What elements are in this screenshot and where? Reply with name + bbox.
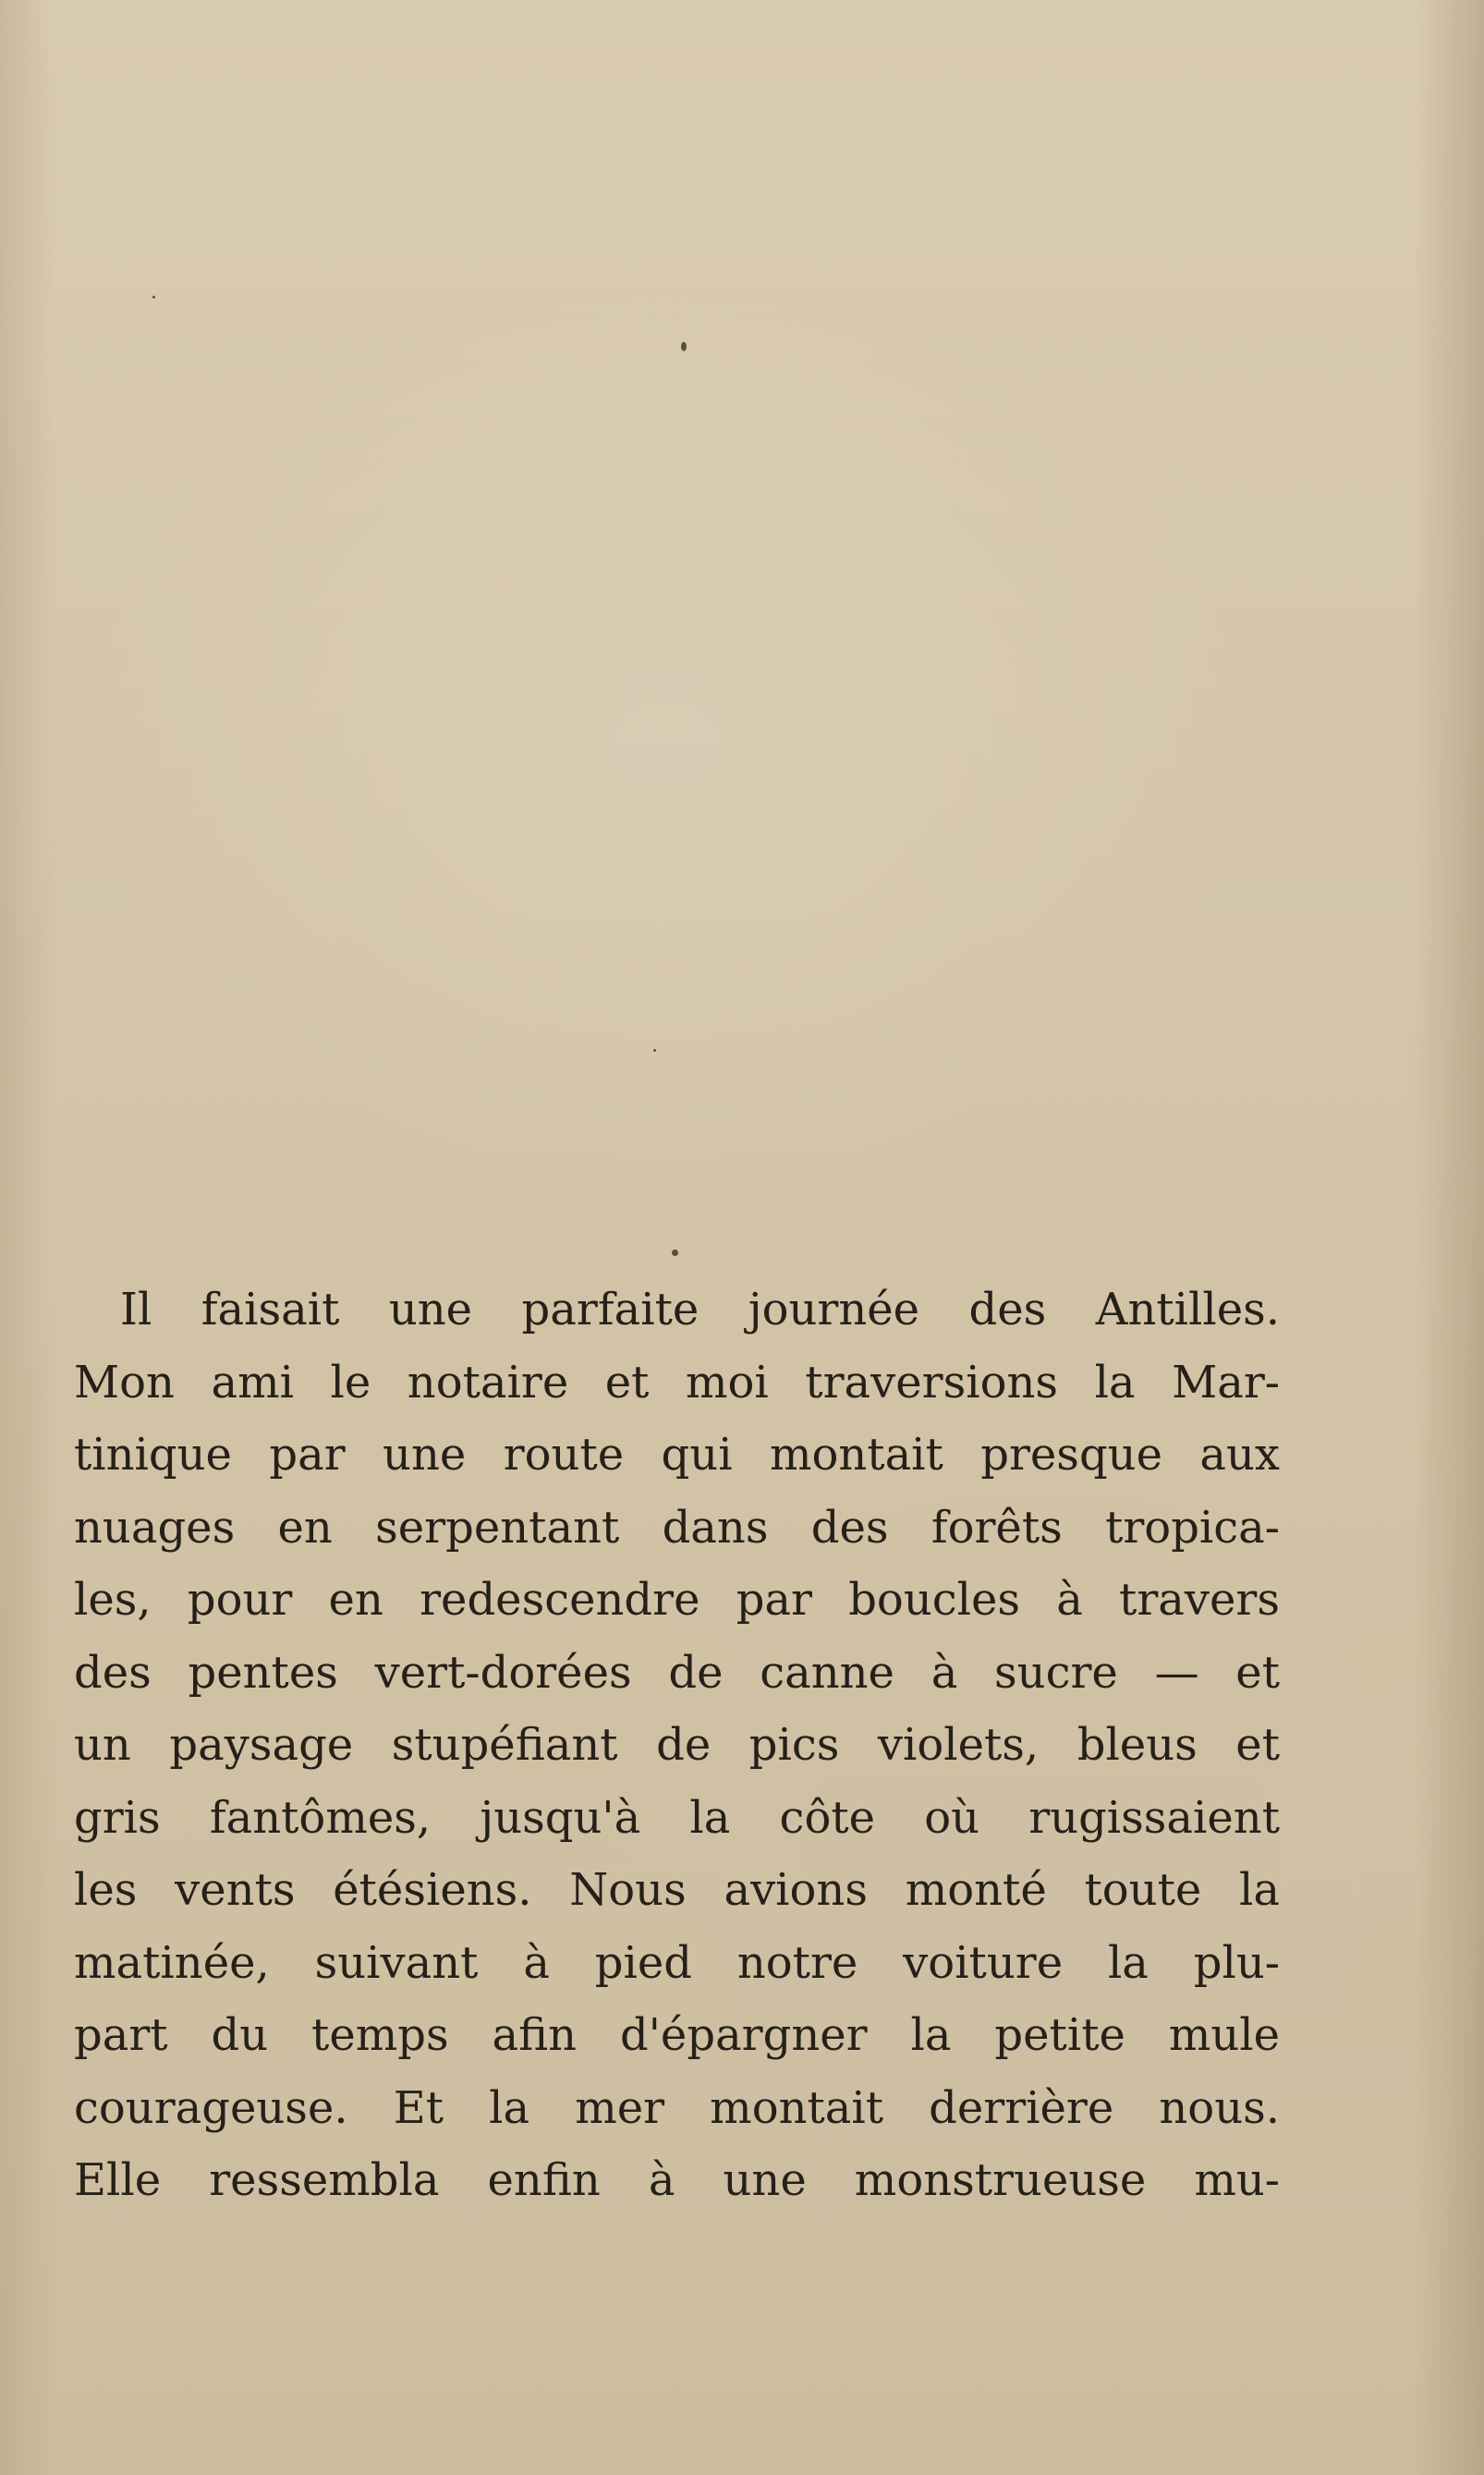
paper-speck: [653, 1049, 656, 1052]
text-line: les, pour en redescendre par boucles à travers: [74, 1574, 1280, 1626]
text-line: matinée, suivant à pied notre voiture la plu-: [74, 1936, 1280, 1989]
body-text: [74, 1274, 1280, 2217]
text-line: Il faisait une parfaite journée des Antilles.: [120, 1284, 1280, 1335]
text-line: part du temps afin d'épargner la petite mule: [74, 2009, 1280, 2061]
text-line: un paysage stupéfiant de pics violets, bleus et: [74, 1719, 1280, 1771]
paper-speck: [681, 342, 687, 351]
text-line: courageuse. Et la mer montait derrière nous.: [74, 2081, 1280, 2134]
text-line: nuages en serpentant dans des forêts tropica-: [74, 1501, 1280, 1554]
text-line: gris fantômes, jusqu'à la côte où rugissaient: [74, 1791, 1280, 1844]
text-line: tinique par une route qui montait presque aux: [74, 1429, 1280, 1481]
text-line: Elle ressembla enfin à une monstrueuse mu-: [74, 2154, 1280, 2206]
paper-speck: [672, 1250, 678, 1256]
text-line: les vents étésiens. Nous avions monté toute la: [74, 1864, 1280, 1916]
paper-speck: [152, 296, 155, 299]
text-line: Mon ami le notaire et moi traversions la Mar-: [74, 1356, 1280, 1408]
text-line: des pentes vert-dorées de canne à sucre — et: [74, 1646, 1280, 1699]
